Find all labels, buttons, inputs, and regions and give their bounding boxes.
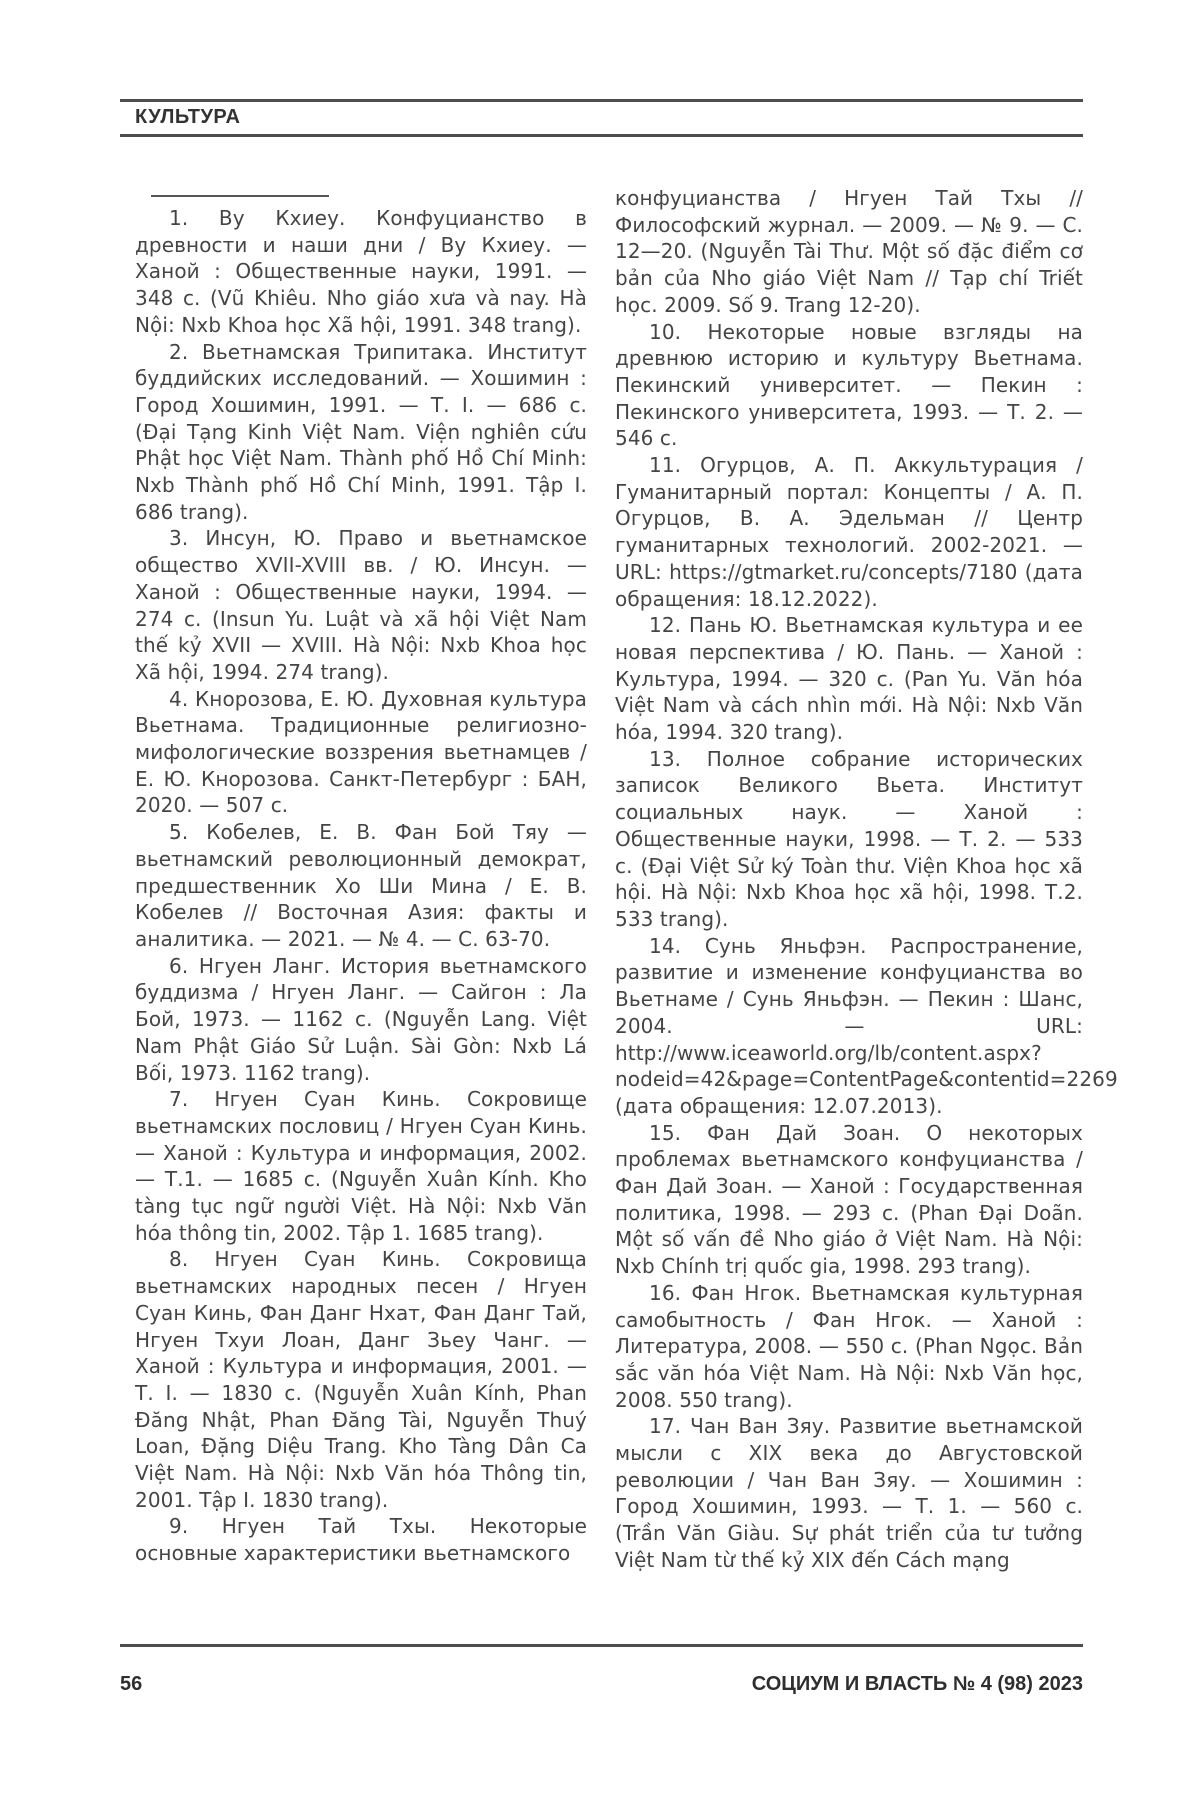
reference-item: 1. Ву Кхиеу. Конфуцианство в древности и наши дни / Ву Кхиеу. — Ханой : Общественные науки, 1991. — 348 с. (Vũ Khiêu. Nho giáo xưa và nay. Hà Nội: Nxb Khoa học Xã hội, 1991. 348 trang). — [135, 206, 587, 337]
references-column-left — [135, 185, 587, 1567]
reference-item: 9. Нгуен Тай Тхы. Некоторые основные характеристики вьетнамского — [135, 1514, 587, 1566]
reference-item: 12. Пань Ю. Вьетнамская культура и ее новая перспектива / Ю. Пань. — Ханой : Культура, 1994. — 320 с. (Pan Yu. Văn hóa Việt Nam và cách nhìn mới. Hà Nội: Nxb Văn hóa, 1994. 320 trang). — [615, 613, 1083, 745]
journal-title: СОЦИУМ И ВЛАСТЬ № 4 (98) 2023 — [751, 1673, 1083, 1695]
running-head — [120, 99, 1083, 137]
section-title: КУЛЬТУРА — [135, 106, 241, 128]
reference-item: конфуцианства / Нгуен Тай Тхы // Философский журнал. — 2009. — № 9. — С. 12—20. (Nguyễn Tài Thư. Một số đặc điểm cơ bản của Nho giáo Việt Nam // Tạp chí Triết học. 2009. Số 9. Trang 12-20). — [615, 186, 1083, 317]
reference-item: 7. Нгуен Суан Кинь. Сокровище вьетнамских пословиц / Нгуен Суан Кинь. — Ханой : Культура и информация, 2002. — Т.1. — 1685 с. (Nguyễn Xuân Kính. Kho tàng tục ngữ người Việt. Hà Nội: Nxb Văn hóa thông tin, 2002. Tập 1. 1685 trang). — [135, 1087, 587, 1245]
reference-item: 8. Нгуен Суан Кинь. Сокровища вьетнамских народных песен / Нгуен Суан Кинь, Фан Данг Нхат, Фан Данг Тай, Нгуен Тхуи Лоан, Данг Зьеу Чанг. — Ханой : Культура и информация, 2001. — Т. I. — 1830 с. (Nguyễn Xuân Kính, Phan Đăng Nhật, Phan Đăng Tài, Nguyễn Thuý Loan, Đặng Diệu Trang. Kho Tàng Dân Ca Việt Nam. Hà Nội: Nxb Văn hóa Thông tin, 2001. Tập I. 1830 trang). — [135, 1247, 587, 1512]
reference-item: 13. Полное собрание исторических записок Великого Вьета. Институт социальных наук. — Ханой : Общественные науки, 1998. — Т. 2. — 533 с. (Đại Việt Sử ký Toàn thư. Viện Khoa học xã hội. Hà Nội: Nxb Khoa học xã hội, 1998. Т.2. 533 trang). — [615, 746, 1083, 931]
reference-item: 14. Сунь Яньфэн. Распространение, развитие и изменение конфуцианства во Вьетнаме / Сунь Яньфэн. — Пекин : Шанс, 2004. — URL: http://www.iceaworld.org/lb/content.aspx?nodeid=42&page=ContentPage&contentid=2269 (дата обращения: 12.07.2013). — [615, 933, 1118, 1118]
page-number: 56 — [120, 1673, 143, 1695]
reference-item: 17. Чан Ван Зяу. Развитие вьетнамской мысли с XIX века до Августовской революции / Чан Ван Зяу. — Хошимин : Город Хошимин, 1993. — Т. 1. — 560 с. (Trần Văn Giàu. Sự phát triển của tư tưởng Việt Nam từ thế kỷ XIX đến Cách mạng — [615, 1414, 1083, 1572]
references-list-left — [135, 205, 587, 1567]
references-list-right — [615, 185, 1118, 1574]
reference-item: 11. Огурцов, А. П. Аккультурация / Гуманитарный портал: Концепты / А. П. Огурцов, В. А. Эдельман // Центр гуманитарных технологий. 2002-2021. — URL: https://gtmarket.ru/concepts/7180 (дата обращения: 18.12.2022). — [615, 453, 1083, 611]
reference-item: 15. Фан Дай Зоан. О некоторых проблемах вьетнамского конфуцианства / Фан Дай Зоан. — Ханой : Государственная политика, 1998. — 293 с. (Phan Đại Doãn. Một số vấn đề Nho giáo ở Việt Nam. Hà Nội: Nxb Chính trị quốc gia, 1998. 293 trang). — [615, 1120, 1083, 1279]
reference-item: 2. Вьетнамская Трипитака. Институт буддийских исследований. — Хошимин : Город Хошимин, 1991. — Т. I. — 686 с. (Đại Tạng Kinh Việt Nam. Viện nghiên cứu Phật học Việt Nam. Thành phố Hồ Chí Minh: Nxb Thành phố Hồ Chí Minh, 1991. Tập I. 686 trang). — [135, 339, 587, 524]
reference-item: 16. Фан Нгок. Вьетнамская культурная самобытность / Фан Нгок. — Ханой : Литература, 2008. — 550 с. (Phan Ngọc. Bản sắc văn hóa Việt Nam. Hà Nội: Nxb Văn học, 2008. 550 trang). — [615, 1280, 1083, 1412]
page-footer — [120, 1644, 1083, 1696]
references-column-right — [615, 185, 1118, 1574]
reference-item: 6. Нгуен Ланг. История вьетнамского буддизма / Нгуен Ланг. — Сайгон : Ла Бой, 1973. — 1162 с. (Nguyễn Lang. Việt Nam Phật Giáo Sử Luận. Sài Gòn: Nxb Lá Bối, 1973. 1162 trang). — [135, 953, 587, 1085]
reference-item: 3. Инсун, Ю. Право и вьетнамское общество XVII-XVIII вв. / Ю. Инсун. — Ханой : Общественные науки, 1994. — 274 с. (Insun Yu. Luật và xã hội Việt Nam thế kỷ XVII — XVIII. Hà Nội: Nxb Khoa học Xã hội, 1994. 274 trang). — [135, 526, 587, 684]
reference-item: 4. Кнорозова, Е. Ю. Духовная культура Вьетнама. Традиционные религиозно-мифологические воззрения вьетнамцев / Е. Ю. Кнорозова. Санкт-Петербург : БАН, 2020. — 507 с. — [135, 686, 587, 818]
reference-item: 10. Некоторые новые взгляды на древнюю историю и культуру Вьетнама. Пекинский университет. — Пекин : Пекинского университета, 1993. — Т. 2. — 546 с. — [615, 319, 1083, 451]
footnote-rule — [151, 195, 329, 197]
reference-item: 5. Кобелев, Е. В. Фан Бой Тяу — вьетнамский революционный демократ, предшественник Хо Ши Мина / Е. В. Кобелев // Восточная Азия: факты и аналитика. — 2021. — № 4. — С. 63-70. — [135, 820, 587, 951]
